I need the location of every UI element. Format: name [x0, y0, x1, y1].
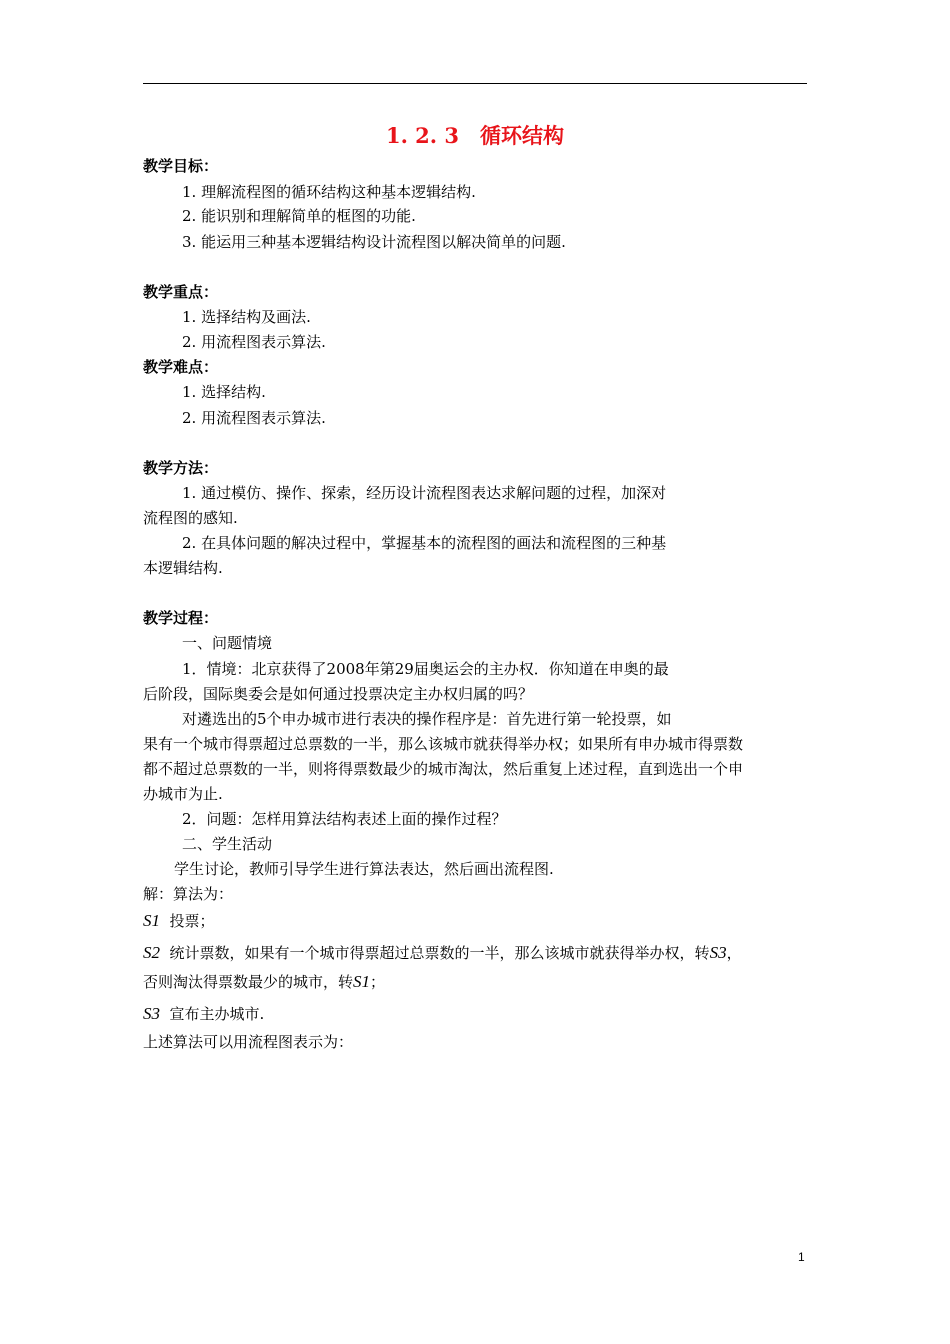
header-rule: [143, 83, 807, 84]
difficulty-item: 1. 选择结构.: [182, 383, 266, 401]
process-line: 2．问题：怎样用算法结构表述上面的操作过程？: [182, 810, 507, 828]
step-text: 否则淘汰得票数最少的城市，转: [143, 973, 354, 991]
step-label: S2: [143, 943, 160, 962]
step-label: S1: [143, 911, 160, 930]
key-points-heading: 教学重点：: [143, 283, 219, 301]
objectives-heading: 教学目标：: [143, 157, 219, 175]
process-line: 对遴选出的5个申办城市进行表决的操作程序是：首先进行第一轮投票，如: [182, 710, 672, 728]
methods-line: 本逻辑结构.: [143, 559, 223, 577]
step-label: S3: [143, 1004, 160, 1023]
process-heading: 教学过程：: [143, 609, 219, 627]
process-line: 学生讨论，教师引导学生进行算法表达，然后画出流程图.: [174, 860, 554, 878]
step-text: 投票；: [169, 912, 215, 930]
methods-heading: 教学方法：: [143, 459, 219, 477]
process-closing: 上述算法可以用流程图表示为：: [143, 1033, 354, 1051]
process-line: 解：算法为：: [143, 885, 234, 903]
process-line: 二、学生活动: [182, 835, 273, 853]
process-line: 办城市为止.: [143, 785, 223, 803]
step-text: 宣布主办城市.: [169, 1005, 265, 1023]
methods-line: 2. 在具体问题的解决过程中，掌握基本的流程图的画法和流程图的三种基: [182, 534, 667, 552]
difficulty-item: 2. 用流程图表示算法.: [182, 409, 326, 427]
process-line: 一、问题情境: [182, 634, 273, 652]
step-ref: S1: [353, 972, 371, 991]
methods-line: 流程图的感知.: [143, 509, 238, 527]
process-line: 后阶段，国际奥委会是如何通过投票决定主办权归属的吗？: [143, 685, 534, 703]
process-line: 1．情境：北京获得了2008年第29届奥运会的主办权．你知道在申奥的最: [182, 660, 669, 678]
process-line: 都不超过总票数的一半，则将得票数最少的城市淘汰，然后重复上述过程，直到选出一个申: [143, 760, 744, 778]
step-ref: S3: [709, 943, 727, 962]
key-point-item: 1. 选择结构及画法.: [182, 308, 311, 326]
step-text: 统计票数，如果有一个城市得票超过总票数的一半，那么该城市就获得举办权，转: [169, 944, 710, 962]
algorithm-step-s3: [143, 1004, 264, 1024]
algorithm-step-s2-continued: [143, 972, 385, 992]
methods-line: 1. 通过模仿、操作、探索，经历设计流程图表达求解问题的过程，加深对: [182, 484, 667, 502]
objective-item: 3. 能运用三种基本逻辑结构设计流程图以解决简单的问题.: [182, 233, 566, 251]
page-number: 1: [798, 1250, 805, 1264]
document-title: 1. 2. 3 循环结构: [385, 123, 565, 148]
difficulties-heading: 教学难点：: [143, 358, 219, 376]
algorithm-step-s1: [143, 911, 215, 931]
objective-item: 1. 理解流程图的循环结构这种基本逻辑结构.: [182, 183, 476, 201]
objective-item: 2. 能识别和理解简单的框图的功能.: [182, 207, 416, 225]
step-end: ，: [726, 944, 742, 962]
algorithm-step-s2: [143, 943, 742, 963]
step-end: ；: [370, 973, 386, 991]
key-point-item: 2. 用流程图表示算法.: [182, 333, 326, 351]
process-line: 果有一个城市得票超过总票数的一半，那么该城市就获得举办权；如果所有申办城市得票数: [143, 735, 744, 753]
